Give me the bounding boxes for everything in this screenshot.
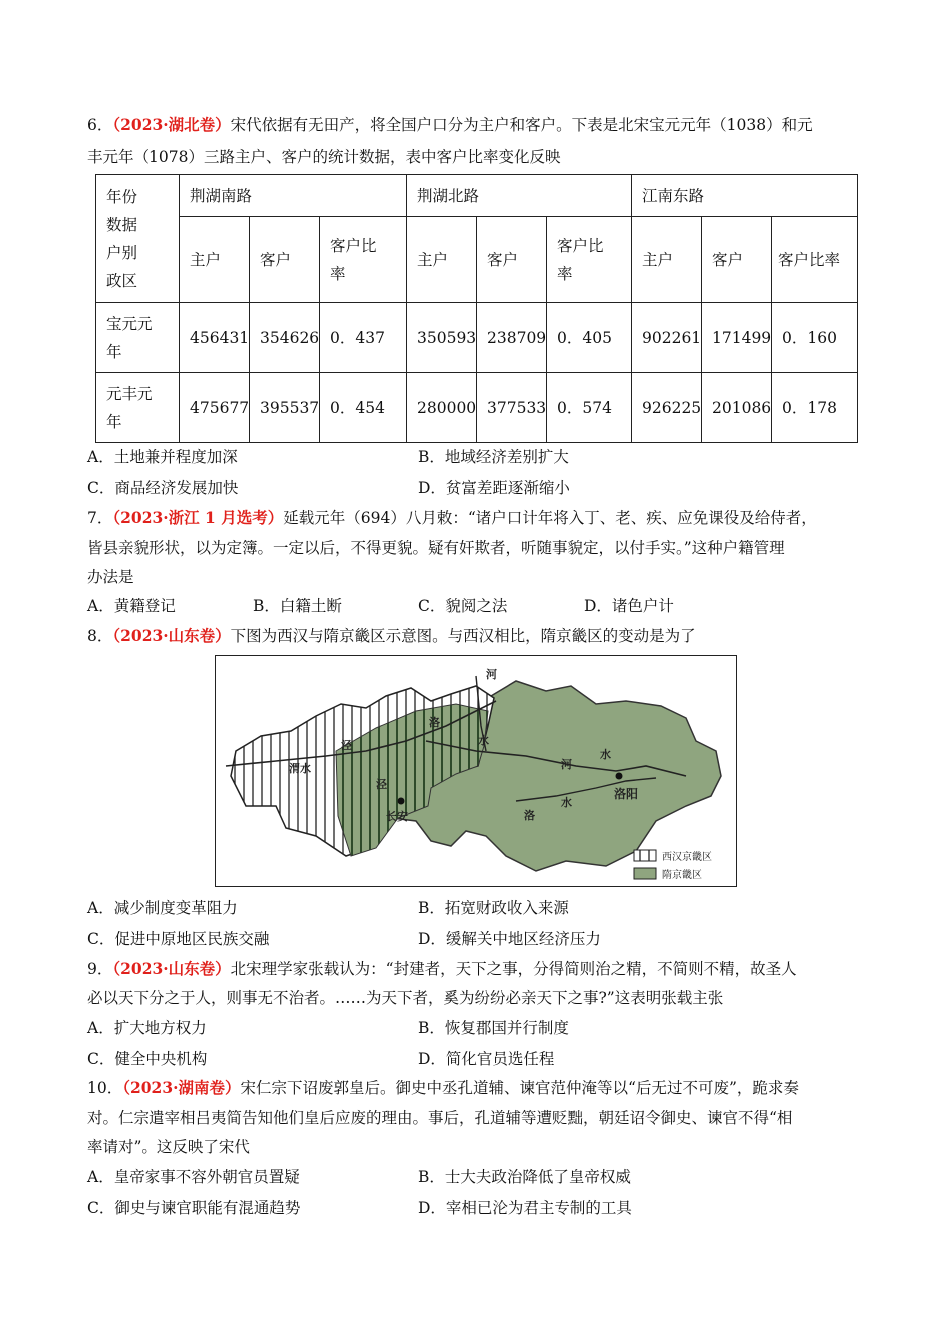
q10-line3 [87, 1137, 250, 1157]
cell: 171499 [702, 303, 772, 373]
region-header: 荆湖南路 [180, 175, 407, 217]
legend-label-sui: 隋京畿区 [662, 870, 702, 881]
q7-option-d[interactable]: D．诸色户计 [584, 597, 674, 615]
q8-number: 8． [87, 627, 113, 645]
row-label: 元丰元 年 [96, 373, 180, 443]
map-label: 洛阳 [614, 787, 639, 801]
col-header: 客户比 率 [320, 217, 407, 303]
map-label: 河 [561, 758, 572, 771]
cell: 0．454 [320, 373, 407, 443]
q7-number: 7． [87, 509, 113, 527]
q8-option-a[interactable]: A．减少制度变革阻力 [87, 899, 238, 917]
col-header: 客户 [702, 217, 772, 303]
col-header: 主户 [180, 217, 250, 303]
q8-line1 [87, 626, 696, 646]
q10-text-1: 宋仁宗下诏废郭皇后。御史中丞孔道辅、谏官范仲淹等以“后无过不可废”，跪求奏 [240, 1079, 799, 1097]
q8-option-b[interactable]: B．拓宽财政收入来源 [418, 899, 569, 917]
map-label: 渭水 [289, 762, 311, 775]
legend-swatch-sui [634, 868, 656, 879]
cell: 350593 [407, 303, 477, 373]
col-header: 客户比 率 [547, 217, 632, 303]
q10-option-d[interactable]: D．宰相已沦为君主专制的工具 [418, 1199, 632, 1217]
cell: 475677 [180, 373, 250, 443]
q8-source: （2023·山东卷） [112, 626, 231, 645]
q6-source: （2023·湖北卷） [112, 115, 231, 134]
map-label: 洛 [429, 716, 440, 729]
q7-line2 [87, 538, 785, 558]
map-label: 泾 [341, 739, 352, 752]
cell: 902261 [632, 303, 702, 373]
q6-line2 [87, 147, 560, 167]
map-label: 洛 [524, 809, 535, 822]
q9-option-d[interactable]: D．简化官员选任程 [418, 1050, 555, 1068]
q10-option-c[interactable]: C．御史与谏官职能有混通趋势 [87, 1199, 301, 1217]
region-header: 江南东路 [632, 175, 858, 217]
q7-line1 [87, 508, 817, 528]
table-corner-header: 年份 数据 户别 政区 [96, 175, 180, 303]
q6-option-b[interactable]: B．地域经济差别扩大 [418, 448, 569, 466]
q10-option-b[interactable]: B．士大夫政治降低了皇帝权威 [418, 1168, 631, 1186]
q7-option-a[interactable]: A．黄籍登记 [87, 597, 176, 615]
q10-line1 [87, 1078, 799, 1098]
q9-number: 9． [87, 960, 113, 978]
q10-number: 10． [87, 1079, 123, 1097]
legend-label-han: 西汉京畿区 [662, 852, 712, 863]
map-figure [216, 656, 736, 886]
cell: 354626 [250, 303, 320, 373]
q10-option-a[interactable]: A．皇帝家事不容外朝官员置疑 [87, 1168, 300, 1186]
table-row [96, 303, 858, 373]
cell: 238709 [477, 303, 547, 373]
q10-source: （2023·湖南卷） [122, 1078, 241, 1097]
map-label: 长安 [386, 810, 408, 823]
q7-text-2: 皆县亲貌形状，以为定簿。一定以后，不得更貌。疑有奸欺者，听随事貌定，以付手实。”这种户籍管理 [87, 539, 785, 557]
cell: 0．160 [772, 303, 858, 373]
luoyang-marker [616, 773, 623, 780]
col-header: 客户 [477, 217, 547, 303]
cell: 377533 [477, 373, 547, 443]
cell: 0．405 [547, 303, 632, 373]
q6-option-c[interactable]: C．商品经济发展加快 [87, 479, 239, 497]
q10-text-3: 率请对”。这反映了宋代 [87, 1138, 250, 1156]
cell: 456431 [180, 303, 250, 373]
q9-line2 [87, 988, 723, 1008]
q9-line1 [87, 959, 797, 979]
q7-source: （2023·浙江 1 月选考） [112, 508, 284, 527]
q10-line2 [87, 1108, 792, 1128]
q6-option-a[interactable]: A．土地兼并程度加深 [87, 448, 238, 466]
table-row [96, 373, 858, 443]
map-label: 水 [561, 796, 572, 809]
q9-option-b[interactable]: B．恢复郡国并行制度 [418, 1019, 569, 1037]
q7-option-c[interactable]: C．貌阅之法 [418, 597, 508, 615]
cell: 280000 [407, 373, 477, 443]
cell: 0．437 [320, 303, 407, 373]
cell: 0．574 [547, 373, 632, 443]
map-label: 水 [478, 734, 489, 747]
q6-text-1: 宋代依据有无田产，将全国户口分为主户和客户。下表是北宋宝元元年（1038）和元 [230, 116, 813, 134]
q6-line1 [87, 115, 813, 135]
capital-region-map [215, 655, 737, 887]
cell: 201086 [702, 373, 772, 443]
q7-text-1: 延载元年（694）八月敕：“诸户口计年将入丁、老、疾、应免课役及给侍者， [283, 509, 817, 527]
q9-option-a[interactable]: A．扩大地方权力 [87, 1019, 207, 1037]
q6-number: 6． [87, 116, 113, 134]
q7-option-b[interactable]: B．白籍土断 [253, 597, 342, 615]
q7-line3 [87, 567, 134, 587]
col-header: 主户 [632, 217, 702, 303]
q9-option-c[interactable]: C．健全中央机构 [87, 1050, 208, 1068]
q7-text-3: 办法是 [87, 568, 134, 586]
col-header: 客户比率 [772, 217, 858, 303]
row-label: 宝元元 年 [96, 303, 180, 373]
q9-text-1: 北宋理学家张载认为：“封建者，天下之事，分得简则治之精，不简则不精，故圣人 [230, 960, 797, 978]
q6-option-d[interactable]: D．贫富差距逐渐缩小 [418, 479, 570, 497]
q6-text-2: 丰元年（1078）三路主户、客户的统计数据，表中客户比率变化反映 [87, 148, 561, 166]
q9-source: （2023·山东卷） [112, 959, 231, 978]
household-table [95, 174, 858, 443]
cell: 0．178 [772, 373, 858, 443]
map-label: 泾 [376, 778, 387, 791]
region-header: 荆湖北路 [407, 175, 632, 217]
q8-option-d[interactable]: D．缓解关中地区经济压力 [418, 930, 601, 948]
col-header: 主户 [407, 217, 477, 303]
q9-text-2: 必以天下分之于人，则事无不治者。……为天下者，奚为纷纷必亲天下之事?”这表明张载主张 [87, 989, 724, 1007]
q8-option-c[interactable]: C．促进中原地区民族交融 [87, 930, 270, 948]
q8-text-1: 下图为西汉与隋京畿区示意图。与西汉相比，隋京畿区的变动是为了 [230, 627, 696, 645]
legend-swatch-han [634, 850, 656, 861]
changan-marker [398, 798, 405, 805]
map-label: 河 [486, 668, 497, 681]
cell: 395537 [250, 373, 320, 443]
map-label: 水 [600, 748, 611, 761]
cell: 926225 [632, 373, 702, 443]
col-header: 客户 [250, 217, 320, 303]
q10-text-2: 对。仁宗遣宰相吕夷简告知他们皇后应废的理由。事后，孔道辅等遭贬黜，朝廷诏令御史、谏官不得“相 [87, 1109, 793, 1127]
